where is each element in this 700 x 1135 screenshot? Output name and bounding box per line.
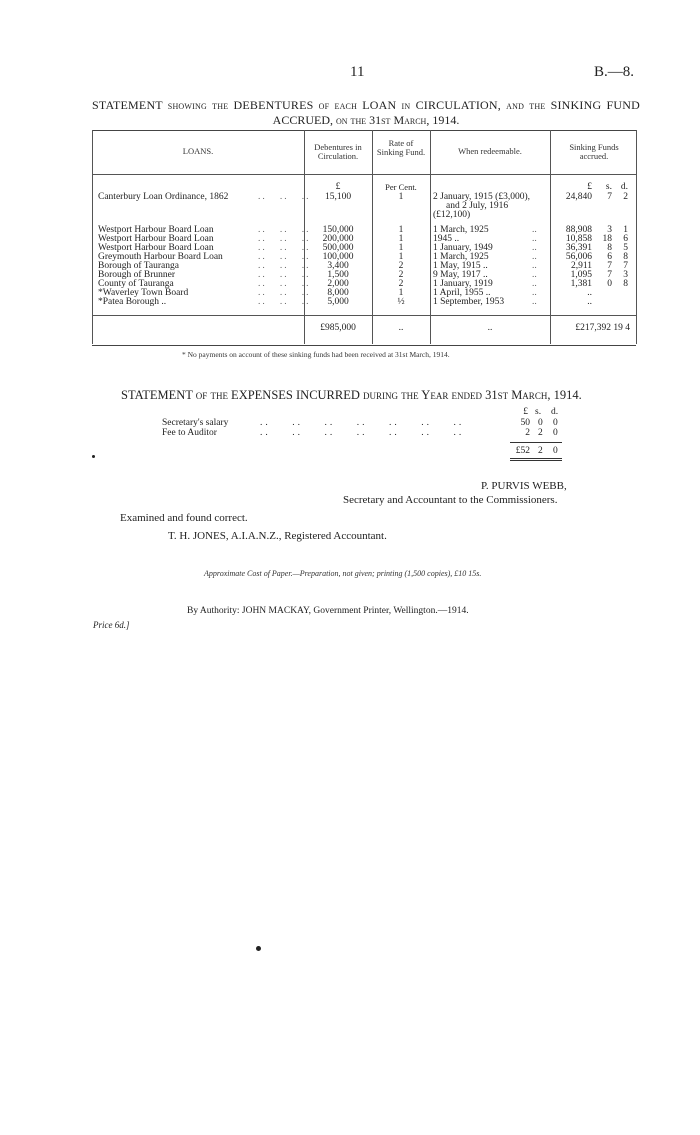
loan-name: Westport Harbour Board Loan — [98, 225, 214, 235]
total-sinking: £217,392 19 4 — [575, 323, 630, 333]
loans-table — [92, 130, 638, 346]
auditor-line: T. H. JONES, A.I.A.N.Z., Registered Accountant. — [168, 530, 387, 542]
leader-dots: .. — [532, 279, 537, 289]
total-debentures: £985,000 — [320, 323, 356, 333]
loan-name: Borough of Tauranga — [98, 261, 179, 271]
unit-shillings: s. — [605, 182, 612, 192]
sinking-shillings: 8 — [607, 243, 612, 253]
loan-name: Westport Harbour Board Loan — [98, 234, 214, 244]
redeemable-line: 1 March, 1925 — [433, 252, 489, 262]
leader-dots: .. .. .. — [258, 192, 311, 202]
sinking-pounds: .. — [587, 288, 592, 298]
debentures-value: 100,000 — [322, 252, 354, 262]
debentures-value: 150,000 — [322, 225, 354, 235]
footnote: * No payments on account of these sinking funds had been received at 31st March, 1914. — [182, 350, 450, 359]
expense-auditor-shillings: 2 — [538, 428, 543, 438]
debentures-value: 200,000 — [322, 234, 354, 244]
price: Price 6d.] — [93, 620, 130, 630]
expense-auditor-pounds: 2 — [525, 428, 530, 438]
expense-total-pence: 0 — [553, 446, 558, 456]
unit-rate: Per Cent. — [385, 182, 417, 192]
sinking-pounds: 56,006 — [565, 252, 592, 262]
loan-name: *Waverley Town Board — [98, 288, 189, 298]
sinking-shillings: 7 — [607, 192, 612, 202]
expense-salary-pence: 0 — [553, 418, 558, 428]
expense-label-salary: Secretary's salary — [162, 418, 229, 428]
total-rule-top — [510, 442, 562, 443]
sinking-shillings: 7 — [607, 261, 612, 271]
redeemable-line: 1 April, 1955 .. — [433, 288, 491, 298]
exp-unit-pounds: £ — [523, 407, 528, 417]
total-rule-double — [510, 460, 562, 461]
rate-value: 1 — [398, 192, 404, 202]
redeemable-line: 1 March, 1925 — [433, 225, 489, 235]
redeemable-line: 2 January, 1915 (£3,000), — [433, 192, 531, 202]
debentures-value: 8,000 — [327, 288, 349, 298]
leader-dots: .. .. .. — [258, 279, 311, 289]
header-sinking: Sinking Funds accrued. — [569, 142, 619, 161]
exp-unit-pence: d. — [551, 407, 559, 417]
sinking-pounds: .. — [587, 297, 592, 307]
page-number: 11 — [350, 64, 365, 80]
redeemable-line: 9 May, 1917 .. — [433, 270, 488, 280]
leader-dots: .. — [532, 297, 537, 307]
leader-dots: .. — [532, 234, 537, 244]
expense-salary-shillings: 0 — [538, 418, 543, 428]
rate-value: 2 — [398, 279, 404, 289]
sinking-pence: 8 — [623, 252, 628, 262]
header-redeemable: When redeemable. — [458, 146, 522, 156]
document-reference: B.—8. — [594, 64, 635, 80]
leader-dots: .. .. .. — [258, 234, 311, 244]
rate-value: 1 — [398, 225, 404, 235]
header-debentures: Debentures in Circulation. — [314, 142, 362, 161]
redeemable-line: 1 January, 1919 — [433, 279, 493, 289]
leader-dots: .. .. .. — [258, 225, 311, 235]
redeemable-line: and 2 July, 1916 — [446, 201, 509, 211]
rate-value: 1 — [398, 288, 404, 298]
leader-dots: .. — [532, 270, 537, 280]
rate-value: 1 — [398, 243, 404, 253]
sinking-pence: 3 — [623, 270, 628, 280]
sinking-pounds: 1,095 — [570, 270, 592, 280]
total-redeemable: .. — [487, 323, 493, 333]
stray-mark — [92, 455, 95, 458]
sinking-shillings: 18 — [602, 234, 612, 244]
rate-value: 2 — [398, 270, 404, 280]
signatory-name: P. PURVIS WEBB, — [481, 480, 567, 492]
leader-dots: .. .. .. — [258, 261, 311, 271]
debentures-value: 1,500 — [327, 270, 349, 280]
sinking-pence: 7 — [623, 261, 628, 271]
leader-dots: .. .. .. — [258, 270, 311, 280]
leader-dots: .. — [532, 252, 537, 262]
expense-auditor-pence: 0 — [553, 428, 558, 438]
statement-title-line2: ACCRUED, on the 31st March, 1914. — [272, 113, 460, 127]
sinking-pounds: 24,840 — [565, 192, 592, 202]
sinking-shillings: 6 — [607, 252, 612, 262]
total-rate: .. — [398, 323, 404, 333]
sinking-shillings: 3 — [607, 225, 612, 235]
statement-title-line1: STATEMENT showing the DEBENTURES of each LOAN in CIRCULATION, and the SINKING FUND — [92, 98, 640, 112]
sinking-pounds: 2,911 — [570, 261, 592, 271]
expense-salary-pounds: 50 — [520, 418, 530, 428]
sinking-pence: 2 — [623, 192, 628, 202]
debentures-value: 15,100 — [324, 192, 352, 202]
loan-name: Greymouth Harbour Board Loan — [98, 252, 223, 262]
debentures-value: 500,000 — [322, 243, 354, 253]
header-loans: LOANS. — [182, 146, 214, 156]
signatory-title: Secretary and Accountant to the Commissioners. — [343, 494, 558, 506]
examined-line: Examined and found correct. — [120, 512, 248, 524]
expense-label-auditor: Fee to Auditor — [162, 428, 217, 438]
expense-total-shillings: 2 — [538, 446, 543, 456]
leader-dots: .. .. .. — [258, 297, 311, 307]
exp-unit-shillings: s. — [535, 407, 542, 417]
rate-value: 1 — [398, 252, 404, 262]
cost-note: Approximate Cost of Paper.—Preparation, not given; printing (1,500 copies), £10 15s. — [204, 569, 482, 578]
redeemable-line: 1945 .. — [433, 234, 460, 244]
loan-name: Canterbury Loan Ordinance, 1862 — [98, 192, 229, 202]
rate-value: 2 — [398, 261, 404, 271]
debentures-value: 3,400 — [327, 261, 349, 271]
leader-dots: .. .. .. — [258, 288, 311, 298]
sinking-shillings: 7 — [607, 270, 612, 280]
sinking-pence: 1 — [623, 225, 628, 235]
redeemable-line: 1 January, 1949 — [433, 243, 493, 253]
sinking-pounds: 10,858 — [565, 234, 592, 244]
sinking-pence: 5 — [623, 243, 628, 253]
leader-dots: .. .. .. — [258, 243, 311, 253]
leader-dots: .. — [532, 225, 537, 235]
sinking-pence: 6 — [623, 234, 628, 244]
unit-pence: d. — [620, 182, 628, 192]
leader-dots: .. — [532, 261, 537, 271]
loan-name: Borough of Brunner — [98, 270, 176, 280]
redeemable-line: (£12,100) — [433, 210, 471, 220]
leader-dots: .. .. .. — [258, 252, 311, 262]
expenses-title: STATEMENT of the EXPENSES INCURRED during the Year ended 31st March, 1914. — [121, 388, 582, 402]
ink-dot — [256, 946, 261, 951]
loan-name: Westport Harbour Board Loan — [98, 243, 214, 253]
total-rule-bottom — [510, 458, 562, 459]
sinking-pence: 8 — [623, 279, 628, 289]
sinking-shillings: 0 — [607, 279, 612, 289]
unit-debentures: £ — [335, 182, 341, 192]
debentures-value: 2,000 — [327, 279, 349, 289]
expense-total-pounds: £52 — [515, 446, 530, 456]
leader-dots: .. — [532, 243, 537, 253]
redeemable-line: 1 September, 1953 — [433, 297, 505, 307]
loan-name: *Patea Borough .. — [98, 297, 167, 307]
rate-value: 1 — [398, 234, 404, 244]
redeemable-line: 1 May, 1915 .. — [433, 261, 488, 271]
authority-line: By Authority: JOHN MACKAY, Government Printer, Wellington.—1914. — [187, 606, 469, 616]
rate-value: ½ — [397, 297, 405, 307]
header-rate: Rate of Sinking Fund. — [376, 138, 426, 157]
sinking-pounds: 1,381 — [570, 279, 592, 289]
sinking-pounds: 36,391 — [565, 243, 592, 253]
unit-pounds: £ — [587, 182, 592, 192]
debentures-value: 5,000 — [327, 297, 349, 307]
leader-dots: .. — [532, 288, 537, 298]
loan-name: County of Tauranga — [98, 279, 174, 289]
sinking-pounds: 88,908 — [565, 225, 592, 235]
